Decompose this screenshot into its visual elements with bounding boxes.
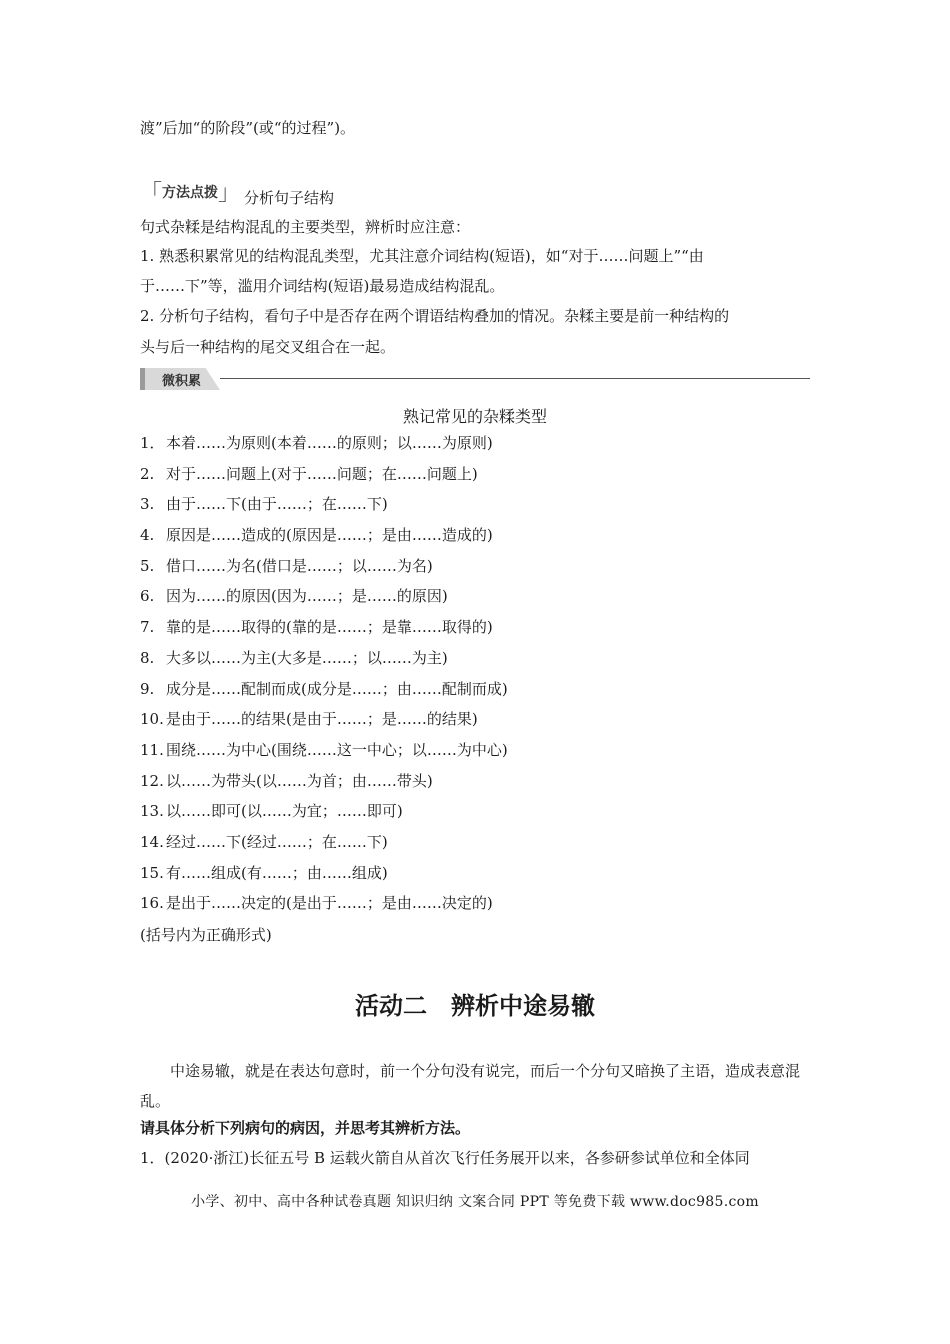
- list-item: 1．本着……为原则(本着……的原则；以……为原则): [140, 434, 493, 452]
- list-item: 8. 大多以……为主(大多是……；以……为主): [140, 648, 448, 667]
- list-item: 9. 成分是……配制而成(成分是……；由……配制而成): [140, 679, 508, 698]
- list-item: 11. 围绕……为中心(围绕……这一中心；以……为中心): [140, 740, 508, 759]
- method-tag-label: 方法点拨: [162, 185, 219, 201]
- list-item: 12. 以……为带头(以……为首；由……带头): [140, 771, 433, 790]
- accumulate-tab-label: 微积累: [162, 374, 202, 389]
- list-item: 4. 原因是……造成的(原因是……；是由……造成的): [140, 526, 493, 545]
- list-item: 3. 由于……下(由于……；在……下): [140, 495, 388, 514]
- list-item: 6. 因为……的原因(因为……；是……的原因): [140, 587, 448, 606]
- divider-rule: [220, 378, 810, 379]
- example-1-line: 1．(2020·浙江)长征五号 B 运载火箭自从首次飞行任务展开以来，各参研参试单位和全体同: [140, 1149, 750, 1167]
- activity-paragraph: 中途易辙，就是在表达句意时，前一个分句没有说完，而后一个分句又暗换了主语，造成表意混乱。: [140, 1062, 801, 1110]
- method-point-1b: 于……下”等，滥用介词结构(短语)最易造成结构混乱。: [140, 277, 505, 295]
- method-point-1a: 1. 熟悉积累常见的结构混乱类型，尤其注意介词结构(短语)，如“对于……问题上”“由: [140, 247, 704, 265]
- method-title: 分析句子结构: [244, 189, 335, 207]
- list-item: 13. 以……即可(以……为宜；……即可): [140, 802, 403, 821]
- list-item: 10. 是由于……的结果(是由于……；是……的结果): [140, 710, 478, 729]
- footer-text: 小学、初中、高中各种试卷真题 知识归纳 文案合同 PPT 等免费下载 www.doc985.com: [191, 1194, 759, 1210]
- method-intro: 句式杂糅是结构混乱的主要类型，辨析时应注意：: [140, 218, 471, 236]
- continued-line: 渡”后加“的阶段”(或“的过程”)。: [140, 119, 356, 137]
- accumulate-section-bar: [140, 368, 810, 390]
- list-item: 7. 靠的是……取得的(靠的是……；是靠……取得的): [140, 618, 493, 637]
- method-point-2a: 2. 分析句子结构，看句子中是否存在两个谓语结构叠加的情况。杂糅主要是前一种结构的: [140, 307, 730, 325]
- activity-title: 活动二 辨析中途易辙: [355, 992, 595, 1020]
- list-item: 5. 借口……为名(借口是……；以……为名): [140, 556, 433, 575]
- method-point-2b: 头与后一种结构的尾交叉组合在一起。: [140, 338, 396, 356]
- method-tag: 「方法点拨」: [140, 181, 241, 206]
- list-item: 15. 有……组成(有……；由……组成): [140, 863, 388, 882]
- list-item: 2. 对于……问题上(对于……问题；在……问题上): [140, 464, 478, 483]
- activity-question: 请具体分析下列病句的病因，并思考其辨析方法。: [140, 1119, 471, 1137]
- list-item: 14. 经过……下(经过……；在……下): [140, 832, 388, 851]
- mix-type-list: [140, 432, 508, 923]
- list-item: 16. 是出于……决定的(是出于……；是由……决定的): [140, 894, 493, 913]
- list-note: (括号内为正确形式): [140, 926, 272, 944]
- accumulate-title: 熟记常见的杂糅类型: [402, 407, 547, 426]
